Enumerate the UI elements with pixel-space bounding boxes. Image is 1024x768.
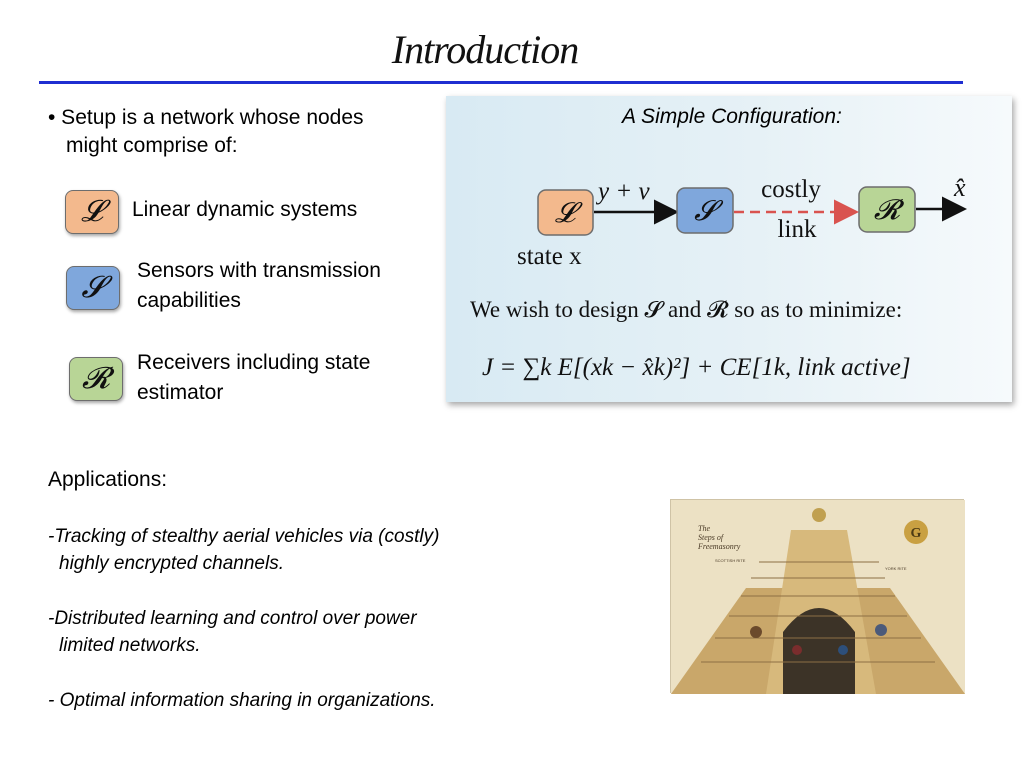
application-item-2-line-1: -Distributed learning and control over power [48,608,417,629]
configuration-title: A Simple Configuration: [622,105,842,128]
costly-label: costly [761,176,821,203]
node-S-label-line-2: capabilities [137,289,241,312]
applications-heading: Applications: [48,468,168,491]
node-R-label-line-2: estimator [137,381,224,404]
title-underline [39,81,963,84]
node-S-label [137,256,381,316]
application-item-2-line-2: limited networks. [59,635,201,656]
setup-bullet-line-1: • Setup is a network whose nodes [48,106,364,129]
illustration-caption-line-1: The [698,524,710,533]
link-label: link [777,216,817,243]
illustration-caption [698,524,740,551]
node-R-label [137,348,370,408]
diagram-node-S-symbol: 𝓢 [694,196,716,227]
illustration-caption-line-2: Steps of [698,533,724,542]
objective-equation: J = ∑k E[(xk − x̂k)²] + CE[1k, link active] [482,354,911,381]
node-S-icon: 𝓢 [66,266,120,310]
illustration-left-label: SCOTTISH RITE [715,558,746,563]
configuration-diagram [446,96,1012,402]
svg-text:G: G [910,526,922,541]
application-item [48,523,439,577]
output-label: x̂ [954,173,966,202]
application-item-1-line-1: -Tracking of stealthy aerial vehicles via (costly) [48,526,440,547]
setup-bullet-line-2: might comprise of: [66,134,238,157]
design-statement: We wish to design 𝓢 and 𝓡 so as to minimize: [470,297,903,322]
node-L-icon: 𝓛 [65,190,119,234]
state-label: state x [517,243,582,270]
illustration-caption-line-3: Freemasonry [698,542,741,551]
signal-label: y + v [598,178,650,205]
setup-bullet [48,104,364,160]
node-R-label-line-1: Receivers including state [137,351,371,374]
illustration-right-label: YORK RITE [885,566,907,571]
node-L-label: Linear dynamic systems [132,198,358,221]
node-S-label-line-1: Sensors with transmission [137,259,381,282]
application-item [48,687,436,714]
application-item [48,605,417,659]
configuration-panel [446,96,1012,402]
diagram-node-R-symbol: 𝓡 [873,195,901,226]
application-item-1-line-2: highly encrypted channels. [59,553,284,574]
diagram-node-L-symbol: 𝓛 [554,198,576,229]
node-R-icon: 𝓡 [69,357,123,401]
freemasonry-illustration [670,499,964,693]
slide-title: Introduction [391,27,579,72]
application-item-3-line-1: - Optimal information sharing in organizations. [48,690,436,711]
